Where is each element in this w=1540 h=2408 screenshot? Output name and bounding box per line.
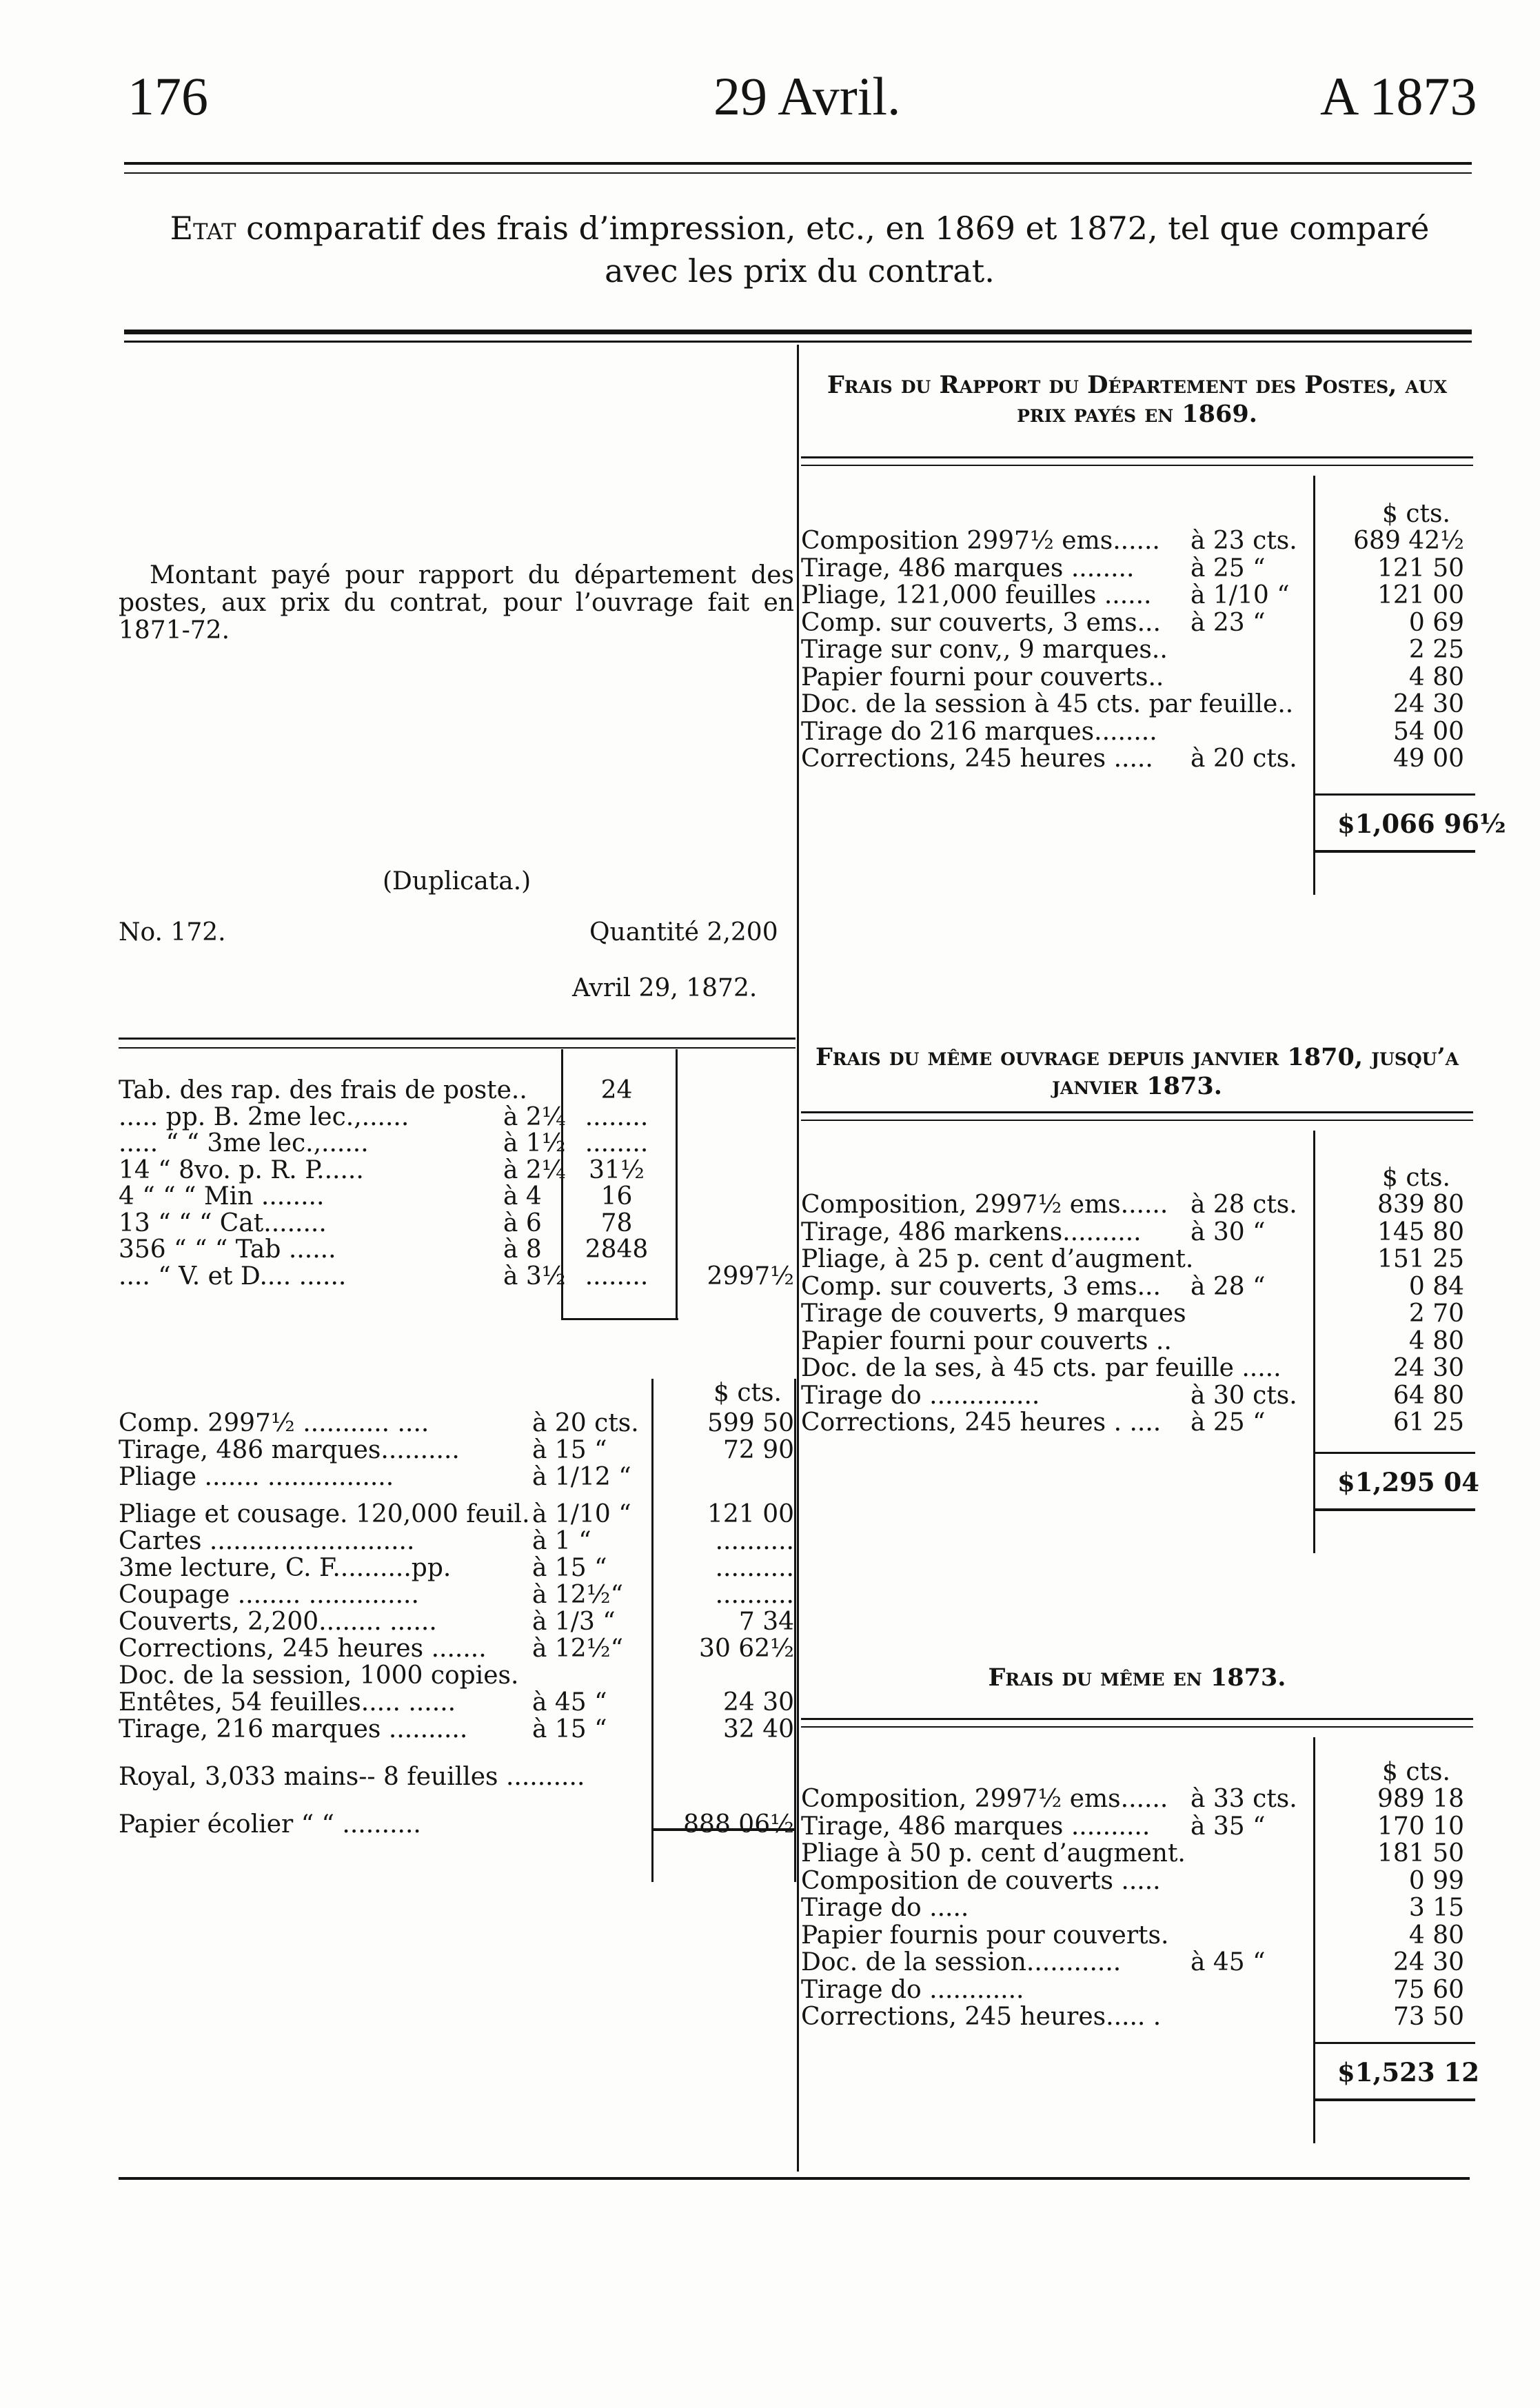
table-row (119, 1410, 794, 1437)
document-title (131, 207, 1468, 292)
page-date: 29 Avril. (713, 66, 901, 126)
row-rate: à 28 cts. (1191, 1191, 1297, 1219)
row-rate: à 1 “ (532, 1527, 591, 1555)
row-amount: 4 80 (1408, 662, 1464, 691)
table-row (801, 1976, 1473, 2004)
table-row (119, 1210, 794, 1237)
table-row (801, 2003, 1473, 2031)
subtotal-rule (1313, 1452, 1475, 1454)
costs-table (119, 1410, 794, 1892)
row-description: Doc. de la session à 45 cts. par feuille.. (801, 690, 1294, 718)
table-row (801, 718, 1473, 746)
row-amount: 3 15 (1408, 1894, 1464, 1922)
row-description: Tab. des rap. des frais de poste.. (119, 1076, 527, 1104)
table-row (801, 691, 1473, 718)
row-amount: 7 34 (738, 1608, 794, 1636)
row-description: 356 “ “ “ Tab ...... (119, 1235, 336, 1264)
row-quantity: 31½ (589, 1155, 645, 1184)
row-rate: à 4 (503, 1182, 542, 1211)
row-amount: 54 00 (1392, 717, 1464, 746)
row-rate: à 23 “ (1191, 608, 1266, 637)
row-description: Pliage, à 25 p. cent d’augment. (801, 1245, 1194, 1273)
table-row (801, 555, 1473, 583)
table-row (119, 1157, 794, 1184)
row-amount: 24 30 (1392, 1948, 1464, 1976)
row-rate: à 1/10 “ (532, 1500, 631, 1528)
table-row (119, 1608, 794, 1636)
quantity-label: Quantité 2,200 (589, 918, 778, 947)
subtotal-rule (1313, 2042, 1475, 2044)
title-lead: Etat (170, 210, 236, 247)
row-description: Tirage do ............ (801, 1975, 1024, 2004)
table-row (801, 1894, 1473, 1922)
row-rate: à 12½“ (532, 1635, 624, 1663)
column-divider (797, 345, 799, 2172)
row-amount: 24 30 (1392, 1354, 1464, 1382)
row-amount: 151 25 (1377, 1245, 1464, 1273)
row-description: Comp. 2997½ ........... .... (119, 1409, 429, 1437)
unit-header: $ cts. (1382, 1758, 1450, 1786)
table-row (801, 1840, 1473, 1868)
row-amount: 121 00 (1377, 581, 1464, 609)
row-rate: à 15 “ (532, 1436, 607, 1464)
row-amount: 75 60 (1392, 1975, 1464, 2004)
row-description: Couverts, 2,200........ ...... (119, 1608, 437, 1636)
row-rate: à 35 “ (1191, 1812, 1266, 1841)
section-rule-top (801, 1111, 1473, 1113)
duplicata-label: (Duplicata.) (383, 867, 531, 896)
row-description: Tirage, 486 markens.......... (801, 1217, 1142, 1246)
section-total: $1,295 04 (1337, 1467, 1479, 1497)
row-amount: .......... (715, 1527, 794, 1555)
row-amount: .......... (715, 1554, 794, 1582)
row-amount: 64 80 (1392, 1381, 1464, 1410)
table-row (801, 1922, 1473, 1950)
row-rate: à 33 cts. (1191, 1785, 1297, 1813)
row-description: Comp. sur couverts, 3 ems... (801, 1272, 1161, 1301)
row-description: Corrections, 245 heures ..... (801, 745, 1153, 773)
row-rate: à 1/10 “ (1191, 581, 1290, 609)
row-description: Corrections, 245 heures . .... (801, 1408, 1162, 1437)
row-rate: à 15 “ (532, 1554, 607, 1582)
title-text: comparatif des frais d’impression, etc., en 1869 et 1872, tel que comparé avec les prix du contrat. (246, 210, 1430, 290)
row-rate: à 25 “ (1191, 1408, 1266, 1437)
row-amount: 0 84 (1408, 1272, 1464, 1301)
row-description: Papier fournis pour couverts. (801, 1921, 1169, 1950)
table-row (119, 1104, 794, 1131)
row-amount: 839 80 (1377, 1191, 1464, 1219)
row-quantity: 24 (600, 1076, 633, 1104)
row-amount: 2 25 (1408, 636, 1464, 664)
row-rate: à 2¼ (503, 1102, 566, 1131)
section-title: Frais du même en 1873. (988, 1663, 1286, 1692)
row-description: 13 “ “ “ Cat........ (119, 1208, 327, 1237)
table-row (801, 1219, 1473, 1246)
row-rate: à 45 “ (1191, 1948, 1266, 1976)
table-row (801, 1355, 1473, 1382)
row-amount: 32 40 (722, 1715, 794, 1743)
title-rule-top (124, 330, 1472, 334)
table-row (801, 1868, 1473, 1895)
row-amount: 0 99 (1408, 1866, 1464, 1895)
total-rule (1313, 850, 1475, 853)
row-description: Tirage, 486 marques ........ (801, 554, 1135, 583)
section-rule-bottom (801, 1120, 1473, 1121)
row-description: Comp. sur couverts, 3 ems... (801, 608, 1161, 637)
row-quantity: ........ (585, 1129, 649, 1157)
row-rate: à 28 “ (1191, 1272, 1266, 1301)
table-row (801, 527, 1473, 555)
table-row (119, 1662, 794, 1690)
row-quantity: 16 (600, 1182, 633, 1211)
table-row (119, 1464, 794, 1491)
row-amount: 888 06½ (683, 1810, 794, 1839)
section-rule-top (801, 456, 1473, 458)
table-row (119, 1130, 794, 1157)
row-description: Tirage sur conv,, 9 marques.. (801, 636, 1168, 664)
row-rate: à 15 “ (532, 1715, 607, 1743)
left-table1-rule-a (119, 1038, 796, 1040)
row-description: Pliage et cousage. 120,000 feuil. (119, 1500, 530, 1528)
table-row (801, 1813, 1473, 1841)
row-amount: 24 30 (722, 1688, 794, 1717)
section-rule-bottom (801, 465, 1473, 466)
row-description: Tirage do 216 marques........ (801, 717, 1157, 746)
row-description: Tirage, 486 marques.......... (119, 1436, 460, 1464)
page-number: 176 (128, 66, 208, 126)
table-row (801, 1328, 1473, 1355)
row-rate: à 20 cts. (1191, 745, 1297, 773)
row-rate: à 30 cts. (1191, 1381, 1297, 1410)
summary-table (119, 1077, 794, 1325)
unit-header: $ cts. (1382, 1164, 1450, 1192)
row-rate: à 1/3 “ (532, 1608, 616, 1636)
row-description: Tirage, 486 marques .......... (801, 1812, 1151, 1841)
row-amount: 2 70 (1408, 1299, 1464, 1328)
row-description: Tirage do .............. (801, 1381, 1040, 1410)
section-total: $1,066 96½ (1337, 809, 1506, 839)
table-row (119, 1077, 794, 1104)
row-rate: à 1/12 “ (532, 1463, 631, 1491)
row-rate: à 12½“ (532, 1581, 624, 1609)
row-amount: 170 10 (1377, 1812, 1464, 1841)
table-row (801, 1300, 1473, 1328)
row-description: Tirage, 216 marques .......... (119, 1715, 468, 1743)
row-description: Entêtes, 54 feuilles..... ...... (119, 1688, 456, 1717)
row-description: Pliage à 50 p. cent d’augment. (801, 1839, 1186, 1868)
row-description: Composition de couverts ..... (801, 1866, 1161, 1895)
intro-paragraph: Montant payé pour rapport du département des postes, aux prix du contrat, pour l’ouvrage fait en 1871-72. (119, 561, 794, 645)
row-amount: 0 69 (1408, 608, 1464, 637)
row-rate: à 8 (503, 1235, 542, 1264)
table-row (801, 1409, 1473, 1437)
row-description: Royal, 3,033 mains-- 8 feuilles .......... (119, 1763, 585, 1791)
costs-col-divider-2 (794, 1379, 796, 1882)
row-amount: 989 18 (1377, 1785, 1464, 1813)
row-amount: 24 30 (1392, 690, 1464, 718)
table-row (801, 1246, 1473, 1273)
table-row (119, 1528, 794, 1555)
row-amount: 49 00 (1392, 745, 1464, 773)
row-description: Doc. de la ses, à 45 cts. par feuille ..... (801, 1354, 1281, 1382)
row-description: Corrections, 245 heures ....... (119, 1635, 487, 1663)
header-rule-top (124, 162, 1472, 165)
row-rate: à 45 “ (532, 1688, 607, 1717)
row-rate: à 23 cts. (1191, 527, 1297, 555)
row-description: 4 “ “ “ Min ........ (119, 1182, 325, 1211)
row-description: Pliage, 121,000 feuilles ...... (801, 581, 1152, 609)
row-amount: 145 80 (1377, 1217, 1464, 1246)
table-row (119, 1581, 794, 1609)
row-rate: à 2¼ (503, 1155, 566, 1184)
row-description: Composition 2997½ ems...... (801, 527, 1160, 555)
table-row (801, 582, 1473, 609)
header-rule-bottom (124, 172, 1472, 174)
row-rate: à 25 “ (1191, 554, 1266, 583)
row-amount: 61 25 (1392, 1408, 1464, 1437)
costs-unit-header: $ cts. (713, 1379, 782, 1407)
row-description: ..... pp. B. 2me lec.,...... (119, 1102, 409, 1131)
document-date: Avril 29, 1872. (572, 974, 758, 1002)
table-row (119, 1811, 794, 1839)
table-row (801, 609, 1473, 637)
table-row (801, 1273, 1473, 1301)
row-rate: à 30 “ (1191, 1217, 1266, 1246)
unit-header: $ cts. (1382, 500, 1450, 528)
table-row (119, 1689, 794, 1717)
page-year: A 1873 (1320, 66, 1477, 126)
row-amount: 30 62½ (699, 1635, 794, 1663)
row-description: Coupage ........ .............. (119, 1581, 419, 1609)
row-description: Tirage do ..... (801, 1894, 969, 1922)
table-row (801, 745, 1473, 773)
row-quantity: ........ (585, 1102, 649, 1131)
table-row (119, 1555, 794, 1582)
title-rule-bottom (124, 341, 1472, 343)
row-description: Tirage de couverts, 9 marques (801, 1299, 1186, 1328)
table-row (801, 1382, 1473, 1410)
row-amount: 121 50 (1377, 554, 1464, 583)
row-amount: 181 50 (1377, 1839, 1464, 1868)
row-description: Composition, 2997½ ems...... (801, 1785, 1168, 1813)
section-rule-top (801, 1718, 1473, 1720)
row-quantity: 78 (600, 1208, 633, 1237)
row-amount: 73 50 (1392, 2003, 1464, 2031)
row-description: Doc. de la session, 1000 copies. (119, 1661, 519, 1690)
table-row (801, 1191, 1473, 1219)
row-amount: 121 00 (707, 1500, 794, 1528)
table-row (119, 1501, 794, 1528)
table-row (801, 664, 1473, 691)
table-row (119, 1437, 794, 1464)
section-title: Frais du Rapport du Département des Postes, aux prix payés en 1869. (827, 371, 1448, 428)
left-table1-rule-b (119, 1047, 796, 1049)
row-description: Papier fourni pour couverts .. (801, 1326, 1172, 1355)
row-description: 3me lecture, C. F..........pp. (119, 1554, 452, 1582)
total-rule (1313, 2098, 1475, 2101)
row-rate: à 20 cts. (532, 1409, 639, 1437)
row-quantity: ........ (585, 1262, 649, 1291)
total-rule (1313, 1508, 1475, 1511)
section-title: Frais du même ouvrage depuis janvier 1870, jusqu’a janvier 1873. (815, 1043, 1459, 1100)
section-rule-bottom (801, 1726, 1473, 1728)
row-amount: 4 80 (1408, 1326, 1464, 1355)
row-description: ..... “ “ 3me lec.,...... (119, 1129, 369, 1157)
row-rate: à 1½ (503, 1129, 566, 1157)
table-row (119, 1716, 794, 1743)
row-description: Doc. de la session............ (801, 1948, 1122, 1976)
row-amount: 689 42½ (1353, 527, 1464, 555)
row-amount: 72 90 (722, 1436, 794, 1464)
row-description: 14 “ 8vo. p. R. P...... (119, 1155, 364, 1184)
section-total: $1,523 12 (1337, 2057, 1479, 2087)
document-number: No. 172. (119, 918, 226, 947)
table-row (119, 1236, 794, 1264)
row-description: Cartes .......................... (119, 1527, 415, 1555)
row-description: Papier fourni pour couverts.. (801, 662, 1164, 691)
row-description: Corrections, 245 heures..... . (801, 2003, 1162, 2031)
table-row (119, 1263, 794, 1291)
table-row (119, 1635, 794, 1663)
row-total: 2997½ (707, 1262, 794, 1291)
row-amount: 599 50 (707, 1409, 794, 1437)
table-row (801, 636, 1473, 664)
subtotal-rule (1313, 793, 1475, 796)
row-description: Pliage ....... ................ (119, 1463, 394, 1491)
row-rate: à 3½ (503, 1262, 566, 1291)
row-description: .... “ V. et D.... ...... (119, 1262, 347, 1291)
row-description: Composition, 2997½ ems...... (801, 1191, 1168, 1219)
row-description: Papier écolier “ “ .......... (119, 1810, 421, 1839)
row-amount: .......... (715, 1581, 794, 1609)
table-row (801, 1949, 1473, 1976)
bottom-rule (119, 2177, 1470, 2180)
row-quantity: 2848 (585, 1235, 649, 1264)
table-row (119, 1763, 794, 1791)
table-row (119, 1183, 794, 1211)
table-row (801, 1785, 1473, 1813)
row-amount: 4 80 (1408, 1921, 1464, 1950)
row-rate: à 6 (503, 1208, 542, 1237)
